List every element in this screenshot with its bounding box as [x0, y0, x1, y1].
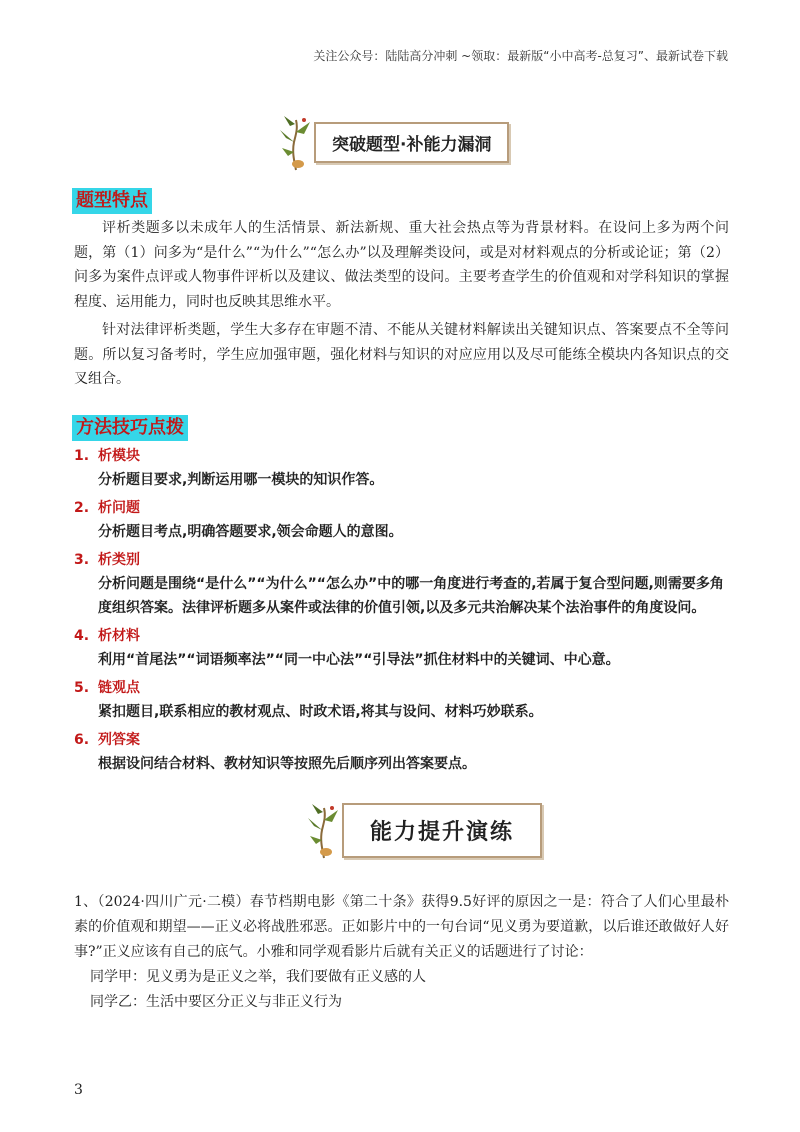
method-item: [74, 676, 734, 724]
banner-title-2: 能力提升演练: [342, 803, 542, 858]
method-body: 利用“首尾法”“词语频率法”“同一中心法”“引导法”抓住材料中的关键词、中心意。: [98, 652, 620, 668]
banner-title-1: 突破题型·补能力漏洞: [314, 122, 509, 163]
question-block: [74, 890, 729, 1015]
question-line-b: 同学乙：生活中要区分正义与非正义行为: [90, 994, 342, 1010]
ginseng-plant-icon: [300, 800, 348, 860]
method-number: 5.: [74, 680, 90, 696]
method-number: 1.: [74, 448, 90, 464]
method-title-text: 析模块: [98, 448, 140, 464]
section-heading-features: 题型特点: [72, 188, 152, 214]
method-title-text: 析问题: [98, 500, 140, 516]
section-heading-methods: 方法技巧点拨: [72, 415, 188, 441]
method-title-text: 列答案: [98, 732, 140, 748]
page-number: 3: [74, 1082, 83, 1098]
question-line-a: 同学甲：见义勇为是正义之举，我们要做有正义感的人: [90, 969, 426, 985]
method-title-text: 链观点: [98, 680, 140, 696]
method-item: [74, 444, 734, 492]
method-title: [74, 496, 734, 520]
method-item: [74, 728, 734, 776]
method-list: [74, 444, 734, 780]
features-paragraph-1: 评析类题多以未成年人的生活情景、新法新规、重大社会热点等为背景材料。在设问上多为两个问题，第（1）问多为“是什么”“为什么”“怎么办”以及理解类设问，或是对材料观点的分析或论证；第（2）问多为案件点评或人物事件评析以及建议、做法类型的设问。主要考查学生的价值观和对学科知识的掌握程度、运用能力，同时也反映其思维水平。: [74, 220, 729, 310]
method-number: 4.: [74, 628, 90, 644]
method-body: 分析题目要求,判断运用哪一模块的知识作答。: [98, 472, 384, 488]
method-item: [74, 496, 734, 544]
method-number: 2.: [74, 500, 90, 516]
method-title-text: 析类别: [98, 552, 140, 568]
method-title: [74, 728, 734, 752]
method-title: [74, 624, 734, 648]
method-body: 紧扣题目,联系相应的教材观点、时政术语,将其与设问、材料巧妙联系。: [98, 704, 543, 720]
method-body: 分析问题是围绕“是什么”“为什么”“怎么办”中的哪一角度进行考查的,若属于复合型问题,则需要多角度组织答案。法律评析题多从案件或法律的价值引领,以及多元共治解决某个法治事件的角度设问。: [98, 576, 724, 616]
method-number: 6.: [74, 732, 90, 748]
banner-practice: [300, 800, 542, 860]
method-body: 分析题目考点,明确答题要求,领会命题人的意图。: [98, 524, 403, 540]
method-title: [74, 548, 734, 572]
question-text: 1、（2024·四川广元·二模）春节档期电影《第二十条》获得9.5好评的原因之一是：符合了人们心里最朴素的价值观和期望——正义必将战胜邪恶。正如影片中的一句台词“见义勇为要道歉，以后谁还敢做好人好事?”正义应该有自己的底气。小雅和同学观看影片后就有关正义的话题进行了讨论：: [74, 894, 729, 960]
ginseng-plant-icon: [272, 112, 320, 172]
header-note: 关注公众号：陆陆高分冲刺 ~领取：最新版“小中高考-总复习”、最新试卷下载: [313, 49, 728, 63]
method-body: 根据设问结合材料、教材知识等按照先后顺序列出答案要点。: [98, 756, 476, 772]
method-number: 3.: [74, 552, 90, 568]
method-title-text: 析材料: [98, 628, 140, 644]
features-paragraph-2: 针对法律评析类题，学生大多存在审题不清、不能从关键材料解读出关键知识点、答案要点不全等问题。所以复习备考时，学生应加强审题，强化材料与知识的对应应用以及尽可能练全模块内各知识点的交叉组合。: [74, 322, 729, 387]
banner-breakthrough: [272, 112, 509, 172]
method-title: [74, 444, 734, 468]
method-item: [74, 624, 734, 672]
method-title: [74, 676, 734, 700]
method-item: [74, 548, 734, 620]
